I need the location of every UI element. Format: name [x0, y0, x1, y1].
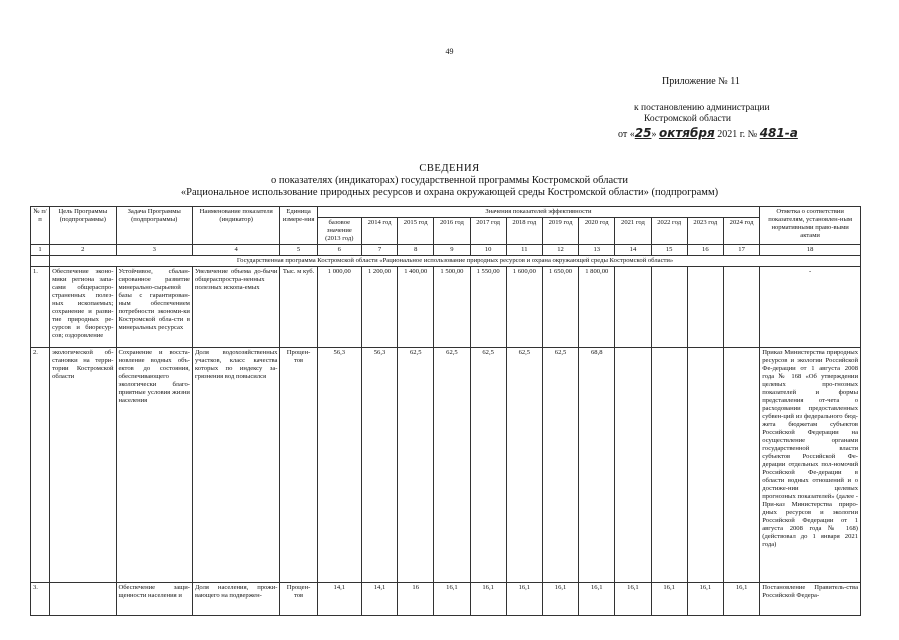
value-cell	[651, 267, 687, 348]
decree-reference	[634, 103, 770, 125]
row-number: 1.	[31, 267, 50, 348]
value-cell	[687, 348, 723, 583]
column-number: 9	[434, 245, 470, 256]
column-number: 1	[31, 245, 50, 256]
value-cell: 16,1	[579, 583, 615, 616]
value-cell: 1 650,00	[542, 267, 578, 348]
value-cell: 62,5	[434, 348, 470, 583]
value-cell	[615, 267, 651, 348]
column-number: 10	[470, 245, 506, 256]
header-year: 2018 год	[506, 218, 542, 245]
value-cell	[723, 348, 759, 583]
value-cell: 16,1	[651, 583, 687, 616]
value-cell: 16,1	[687, 583, 723, 616]
value-cell: 1 550,00	[470, 267, 506, 348]
program-title-row	[31, 256, 861, 267]
table-row	[31, 348, 861, 583]
goal-cell	[50, 583, 116, 616]
heading-line-3: «Рациональное использование природных ресурсов и охрана окружающей среды Костромской области» (подпрограмм)	[180, 187, 719, 198]
goal-cell: экологической об-становки на терри-тории Костромской области	[50, 348, 116, 583]
unit-cell: Тыс. м куб.	[280, 267, 317, 348]
row-number: 3.	[31, 583, 50, 616]
value-cell: 1 200,00	[361, 267, 397, 348]
header-values-group: Значения показателей эффективности	[317, 207, 760, 218]
header-row-1	[31, 207, 861, 218]
value-cell: 16,1	[434, 583, 470, 616]
value-cell: 62,5	[470, 348, 506, 583]
column-number: 14	[615, 245, 651, 256]
task-cell: Сохранение и восста-новление водных объ-ектов до состояния, обеспечивающего экологически благо-приятные условия жизни населения	[116, 348, 192, 583]
date-mid: »	[651, 129, 659, 140]
task-cell: Обеспечение защи-щенности населения и	[116, 583, 192, 616]
value-cell: 14,1	[361, 583, 397, 616]
header-indicator: Наименование показателя (индикатор)	[192, 207, 280, 245]
handwritten-day: 25	[634, 126, 652, 140]
column-number: 13	[579, 245, 615, 256]
value-cell: 1 000,00	[317, 267, 361, 348]
column-number: 7	[361, 245, 397, 256]
handwritten-number: 481-а	[759, 126, 798, 140]
handwritten-month: октября	[658, 126, 715, 140]
indicators-table	[30, 206, 861, 616]
column-number: 18	[760, 245, 861, 256]
header-year: 2022 год	[651, 218, 687, 245]
header-reference: Отметка о соответствии показателям, установлен-ным нормативными право-выми актами	[760, 207, 861, 245]
column-number: 3	[116, 245, 192, 256]
column-number: 8	[398, 245, 434, 256]
header-num: № п/п	[31, 207, 50, 245]
value-cell	[615, 348, 651, 583]
column-number: 6	[317, 245, 361, 256]
goal-cell: Обеспечение эконо-мики региона запа-сами общераспро-страненных полез-ных ископаемых; сохранение и разви-тие природных ре-сурсов и биоресур-сов; оздоровление	[50, 267, 116, 348]
page-number: 49	[445, 47, 454, 56]
document-title: СВЕДЕНИЯ	[419, 163, 480, 174]
value-cell: 14,1	[317, 583, 361, 616]
header-task: Задача Программы (подпрограммы)	[116, 207, 192, 245]
date-prefix: от «	[618, 129, 635, 140]
program-title: Государственная программа Костромской области «Рациональное использование природных ресурсов и охрана окружающей среды Костромской области»	[50, 256, 861, 267]
header-unit: Единица измере-ния	[280, 207, 317, 245]
header-year: 2021 год	[615, 218, 651, 245]
column-number: 17	[723, 245, 759, 256]
header-year: 2024 год	[723, 218, 759, 245]
value-cell: 1 400,00	[398, 267, 434, 348]
value-cell	[687, 267, 723, 348]
indicator-cell: Увеличение объема до-бычи общераспростра-ненных полезных ископа-емых	[192, 267, 280, 348]
decree-date-line	[618, 126, 798, 140]
row-number: 2.	[31, 348, 50, 583]
value-cell: 56,3	[361, 348, 397, 583]
value-cell: 1 500,00	[434, 267, 470, 348]
header-year: 2023 год	[687, 218, 723, 245]
value-cell: 16,1	[506, 583, 542, 616]
header-base: базовое значение (2013 год)	[317, 218, 361, 245]
value-cell: 62,5	[542, 348, 578, 583]
table-row	[31, 267, 861, 348]
empty-cell	[31, 256, 50, 267]
column-number: 5	[280, 245, 317, 256]
column-number: 11	[506, 245, 542, 256]
value-cell	[723, 267, 759, 348]
value-cell	[651, 348, 687, 583]
column-number: 12	[542, 245, 578, 256]
table-row	[31, 583, 861, 616]
value-cell: 62,5	[398, 348, 434, 583]
unit-cell: Процен-тов	[280, 348, 317, 583]
header-year: 2017 год	[470, 218, 506, 245]
decree-line-2: Костромской области	[644, 114, 731, 124]
indicator-cell: Доля населения, прожи-вающего на подвержен-	[192, 583, 280, 616]
header-goal: Цель Программы (подпрограммы)	[50, 207, 116, 245]
indicator-cell: Доля водохозяйственных участков, класс качества которых по индексу за-грязнения вод повысился	[192, 348, 280, 583]
heading-line-2: о показателях (индикаторах) государственной программы Костромской области	[271, 175, 628, 186]
column-number: 4	[192, 245, 280, 256]
reference-cell: Приказ Министерства природных ресурсов и экологии Российской Фе-дерации от 1 августа 2008 года № 168 «Об утверждении целевых про-гнозных показателей и формы представления от-чета о расходовании предоставленных субвен-ций из федерального бюд-жета бюджетам субъектов Российской Федерации на осуществление органами государственной власти субъектов Российской Фе-дерации отдельных пол-номочий Российской Фе-дерации в области водных отношений и о достиже-нии целевых прогнозных показателей» (далее - При-каз Министерства приро-дных ресурсов и экологии Российской Федерации от 1 августа 2008 года № 168) (действовал до 1 января 2021 года)	[760, 348, 861, 583]
value-cell: 16,1	[615, 583, 651, 616]
document-heading	[0, 163, 899, 199]
column-number-row	[31, 245, 861, 256]
value-cell: 1 800,00	[579, 267, 615, 348]
value-cell: 1 600,00	[506, 267, 542, 348]
unit-cell: Процен-тов	[280, 583, 317, 616]
column-number: 16	[687, 245, 723, 256]
column-number: 15	[651, 245, 687, 256]
reference-cell: -	[760, 267, 861, 348]
value-cell: 16,1	[723, 583, 759, 616]
value-cell: 16,1	[542, 583, 578, 616]
reference-cell: Постановление Правитель-ства Российской Федера-	[760, 583, 861, 616]
value-cell: 16	[398, 583, 434, 616]
task-cell: Устойчивое, сбалан-сированное развитие минерально-сырьевой базы с гарантирован-ным обеспечением потребности экономи-ки Костромской обла-сти в минеральных ресурсах	[116, 267, 192, 348]
value-cell: 68,8	[579, 348, 615, 583]
header-year: 2015 год	[398, 218, 434, 245]
header-year: 2019 год	[542, 218, 578, 245]
value-cell: 16,1	[470, 583, 506, 616]
appendix-label: Приложение № 11	[662, 76, 740, 87]
column-number: 2	[50, 245, 116, 256]
date-year: 2021 г. №	[714, 129, 760, 140]
value-cell: 62,5	[506, 348, 542, 583]
decree-line-1: к постановлению администрации	[634, 103, 770, 113]
header-year: 2016 год	[434, 218, 470, 245]
header-year: 2020 год	[579, 218, 615, 245]
header-year: 2014 год	[361, 218, 397, 245]
value-cell: 56,3	[317, 348, 361, 583]
